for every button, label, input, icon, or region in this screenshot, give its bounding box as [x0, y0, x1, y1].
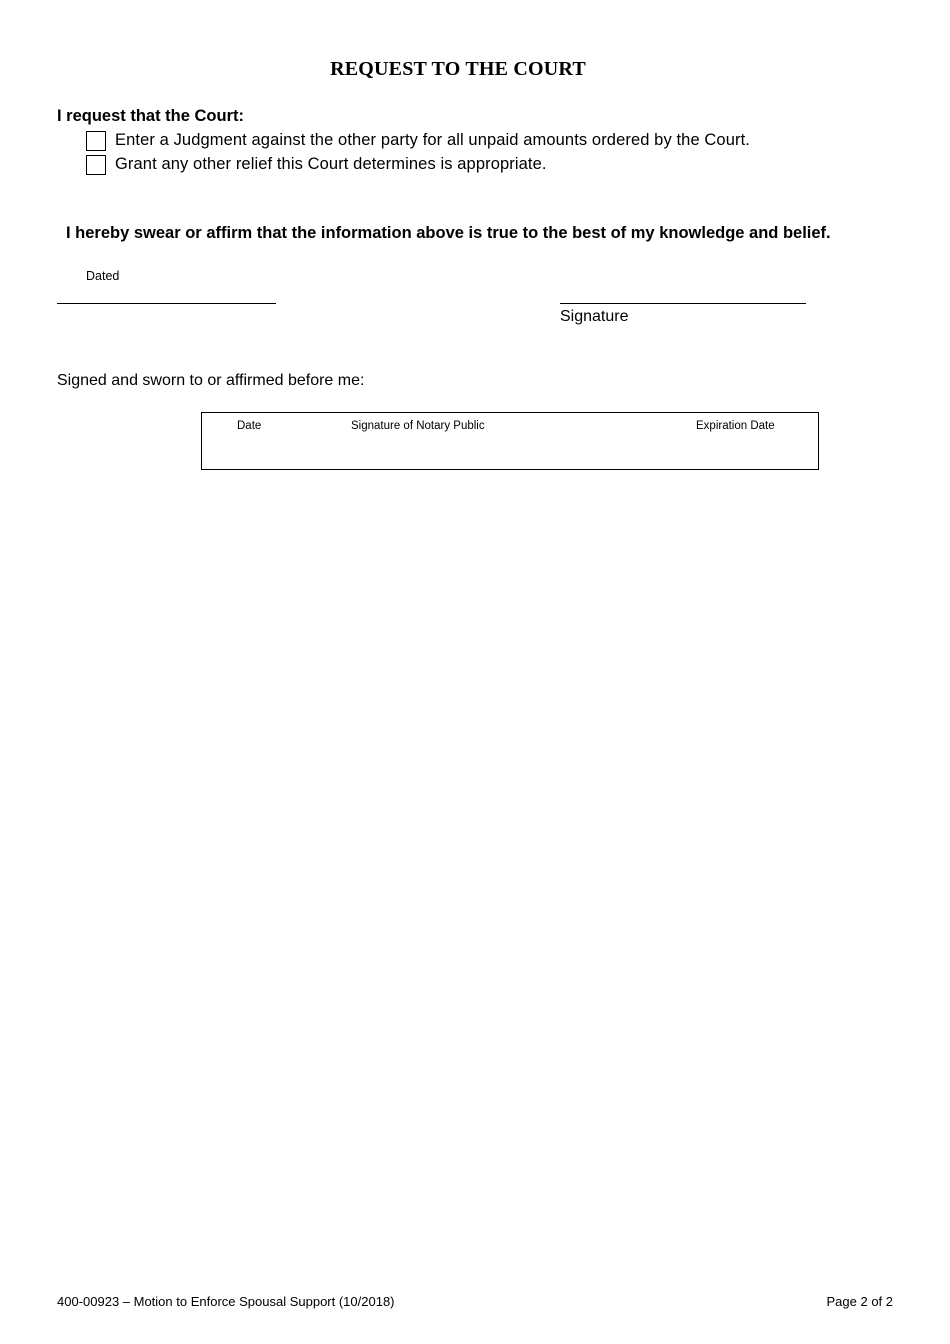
request-heading: I request that the Court:: [57, 107, 245, 125]
other-relief-option-label: Grant any other relief this Court determines is appropriate.: [115, 155, 547, 173]
other-relief-checkbox[interactable]: [86, 155, 106, 175]
page-title: REQUEST TO THE COURT: [330, 58, 586, 80]
signature-line[interactable]: [560, 303, 806, 304]
footer-page-number: Page 2 of 2: [826, 1294, 893, 1309]
oath-statement: I hereby swear or affirm that the information above is true to the best of my knowledge and belief.: [66, 224, 831, 242]
notary-expiration-label: Expiration Date: [696, 420, 775, 432]
dated-label: Dated: [86, 269, 120, 283]
option-judgment[interactable]: [86, 129, 750, 152]
option-other-relief[interactable]: [86, 153, 547, 176]
judgment-option-label: Enter a Judgment against the other party for all unpaid amounts ordered by the Court.: [115, 131, 750, 149]
sworn-statement: Signed and sworn to or affirmed before me:: [57, 372, 365, 389]
footer-form-id: 400-00923 – Motion to Enforce Spousal Support (10/2018): [57, 1294, 395, 1309]
notary-date-label: Date: [237, 420, 262, 432]
notary-box[interactable]: [201, 412, 819, 470]
signature-label: Signature: [560, 308, 629, 325]
notary-signature-label: Signature of Notary Public: [351, 420, 485, 432]
dated-line[interactable]: [57, 303, 276, 304]
judgment-checkbox[interactable]: [86, 131, 106, 151]
